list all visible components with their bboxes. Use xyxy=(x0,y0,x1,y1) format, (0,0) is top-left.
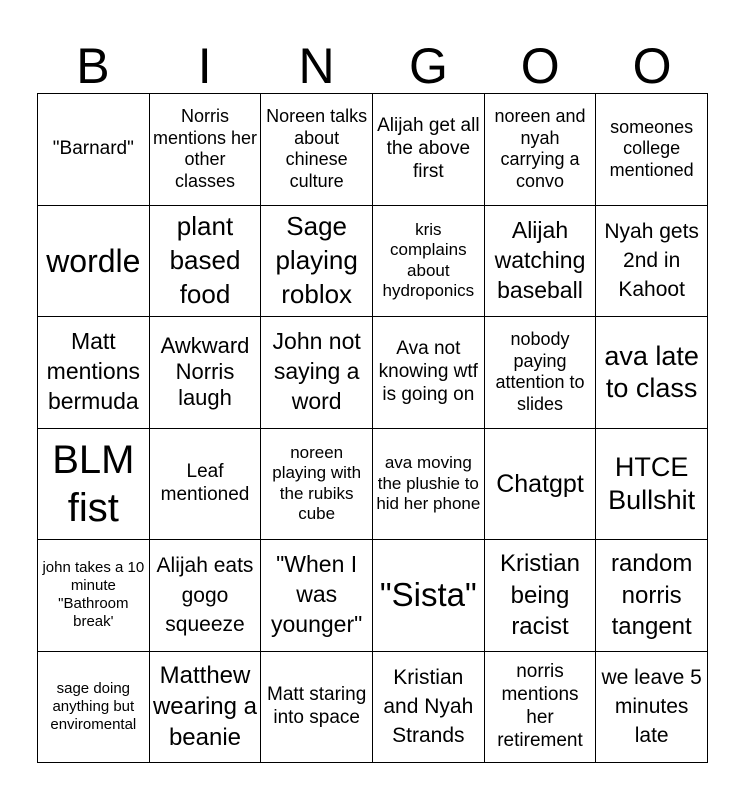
header-letter-o: O xyxy=(520,38,560,94)
bingo-grid xyxy=(37,93,708,763)
bingo-cell[interactable]: Alijah get all the above first xyxy=(373,94,485,206)
bingo-cell[interactable]: HTCE Bullshit xyxy=(596,429,708,541)
bingo-cell[interactable]: Kristian and Nyah Strands xyxy=(373,652,485,764)
bingo-cell[interactable]: BLM fist xyxy=(38,429,150,541)
bingo-cell[interactable]: Awkward Norris laugh xyxy=(150,317,262,429)
bingo-cell[interactable]: Ava not knowing wtf is going on xyxy=(373,317,485,429)
header-letter-i: I xyxy=(197,38,212,94)
bingo-cell[interactable]: we leave 5 minutes late xyxy=(596,652,708,764)
bingo-cell[interactable]: Alijah eats gogo squeeze xyxy=(150,540,262,652)
bingo-cell[interactable]: kris complains about hydroponics xyxy=(373,206,485,318)
bingo-cell[interactable]: Alijah watching baseball xyxy=(485,206,597,318)
bingo-cell[interactable]: Norris mentions her other classes xyxy=(150,94,262,206)
bingo-cell[interactable]: John not saying a word xyxy=(261,317,373,429)
bingo-header xyxy=(37,38,708,94)
header-letter-n: N xyxy=(298,38,335,94)
header-letter-o-2: O xyxy=(632,38,672,94)
bingo-cell[interactable]: "Sista" xyxy=(373,540,485,652)
bingo-cell[interactable]: Leaf mentioned xyxy=(150,429,262,541)
bingo-cell[interactable]: plant based food xyxy=(150,206,262,318)
bingo-cell[interactable]: Nyah gets 2nd in Kahoot xyxy=(596,206,708,318)
bingo-cell[interactable]: noreen playing with the rubiks cube xyxy=(261,429,373,541)
bingo-cell[interactable]: nobody paying attention to slides xyxy=(485,317,597,429)
bingo-cell[interactable]: john takes a 10 minute "Bathroom break' xyxy=(38,540,150,652)
bingo-cell[interactable]: Chatgpt xyxy=(485,429,597,541)
bingo-cell[interactable]: sage doing anything but enviromental xyxy=(38,652,150,764)
bingo-cell[interactable]: wordle xyxy=(38,206,150,318)
header-letter-b: B xyxy=(76,38,110,94)
bingo-cell[interactable]: Matt staring into space xyxy=(261,652,373,764)
bingo-cell[interactable]: norris mentions her retirement xyxy=(485,652,597,764)
bingo-cell[interactable]: Noreen talks about chinese culture xyxy=(261,94,373,206)
bingo-cell[interactable]: someones college mentioned xyxy=(596,94,708,206)
bingo-cell[interactable]: "Barnard" xyxy=(38,94,150,206)
bingo-cell[interactable]: "When I was younger" xyxy=(261,540,373,652)
bingo-cell[interactable]: Kristian being racist xyxy=(485,540,597,652)
bingo-cell[interactable]: Matt mentions bermuda xyxy=(38,317,150,429)
bingo-cell[interactable]: ava moving the plushie to hid her phone xyxy=(373,429,485,541)
bingo-cell[interactable]: ava late to class xyxy=(596,317,708,429)
header-letter-g: G xyxy=(408,38,448,94)
bingo-cell[interactable]: random norris tangent xyxy=(596,540,708,652)
bingo-cell[interactable]: Sage playing roblox xyxy=(261,206,373,318)
bingo-cell[interactable]: noreen and nyah carrying a convo xyxy=(485,94,597,206)
bingo-cell[interactable]: Matthew wearing a beanie xyxy=(150,652,262,764)
